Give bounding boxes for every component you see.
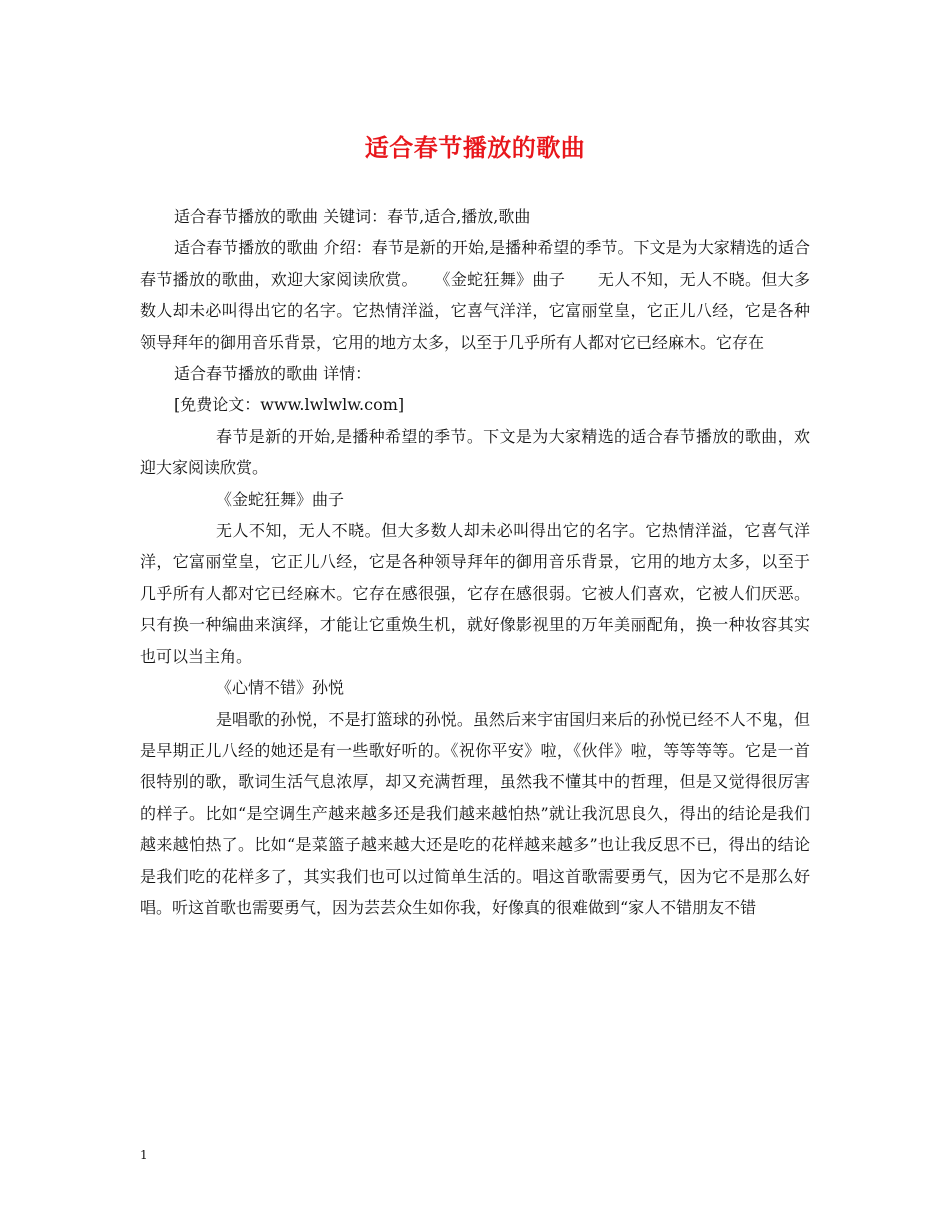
details-heading: 适合春节播放的歌曲 详情： [174, 364, 372, 384]
document-body [140, 201, 810, 923]
song-heading: 《心情不错》孙悦 [216, 678, 345, 698]
body-paragraph: 是唱歌的孙悦，不是打篮球的孙悦。虽然后来宇宙国归来后的孙悦已经不人不鬼，但是早期正儿八经的她还是有一些歌好听的。《祝你平安》啦，《伙伴》啦，等等等等。它是一首很特别的歌，歌词生活气息浓厚，却又充满哲理，虽然我不懂其中的哲理，但是又觉得很厉害的样子。比如“是空调生产越来越多还是我们越来越怕热”就让我沉思良久，得出的结论是我们越来越怕热了。比如“是菜篮子越来越大还是吃的花样越来越多”也让我反思不已，得出的结论是我们吃的花样多了，其实我们也可以过简单生活的。唱这首歌需要勇气，因为它不是那么好唱。听这首歌也需要勇气，因为芸芸众生如你我，好像真的很难做到“家人不错朋友不错 [140, 709, 810, 917]
song-heading: 《金蛇狂舞》曲子 [216, 489, 345, 509]
keywords-paragraph: 适合春节播放的歌曲 关键词：春节,适合,播放,歌曲 [174, 207, 531, 226]
body-paragraph: 无人不知，无人不晓。但大多数人却未必叫得出它的名字。它热情洋溢，它喜气洋洋，它富丽堂皇，它正儿八经，它是各种领导拜年的御用音乐背景，它用的地方太多，以至于几乎所有人都对它已经麻木。它存在感很强，它存在感很弱。它被人们喜欢，它被人们厌恶。只有换一种编曲来演绎，才能让它重焕生机，就好像影视里的万年美丽配角，换一种妆容其实也可以当主角。 [140, 521, 810, 666]
page-number: 1 [140, 1148, 148, 1162]
source-link-text: [免费论文：www.lwlwlw.com] [174, 395, 405, 415]
intro-paragraph: 适合春节播放的歌曲 介绍：春节是新的开始,是播种希望的季节。下文是为大家精选的适合春节播放的歌曲，欢迎大家阅读欣赏。 《金蛇狂舞》曲子 无人不知，无人不晓。但大多数人却未必叫得出它的名字。它热情洋溢，它喜气洋洋，它富丽堂皇，它正儿八经，它是各种领导拜年的御用音乐背景，它用的地方太多，以至于几乎所有人都对它已经麻木。它存在 [140, 238, 810, 352]
document-title: 适合春节播放的歌曲 [364, 133, 586, 162]
body-paragraph: 春节是新的开始,是播种希望的季节。下文是为大家精选的适合春节播放的歌曲，欢迎大家阅读欣赏。 [140, 426, 810, 478]
